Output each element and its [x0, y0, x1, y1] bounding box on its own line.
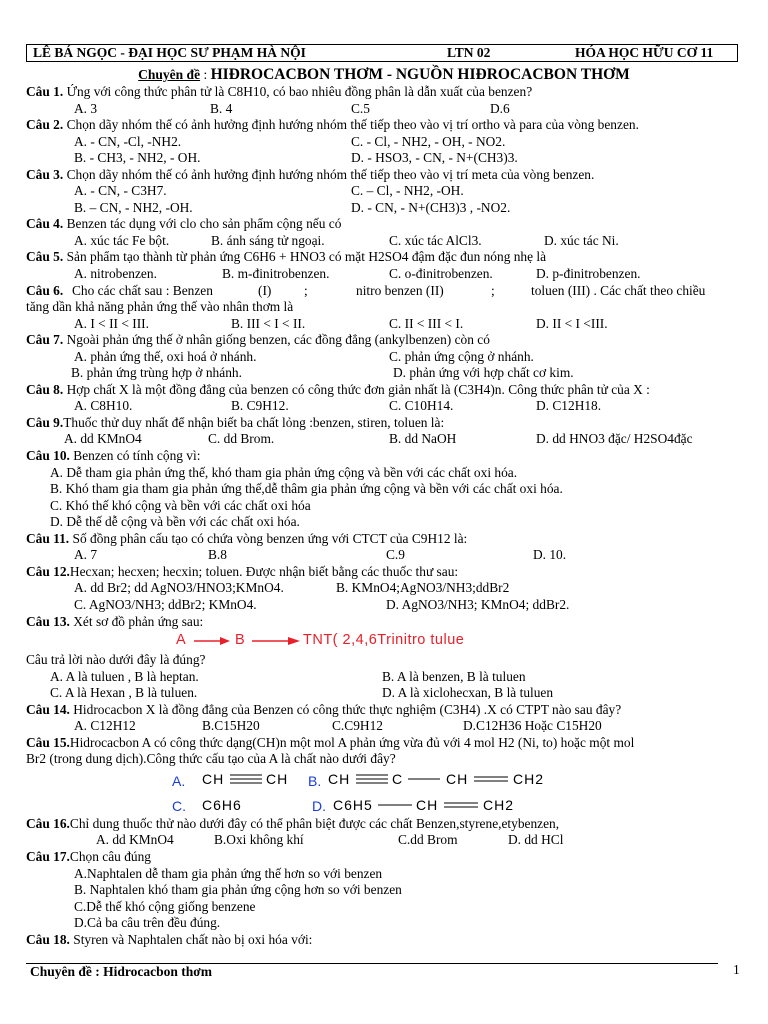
option-c: C. – Cl, - NH2, -OH.	[351, 183, 464, 199]
question-17	[26, 849, 746, 866]
reaction-scheme	[26, 630, 746, 652]
option-a-formula: CH	[266, 770, 289, 787]
question-text: Số đồng phân cấu tạo có chứa vòng benzen ứng với CTCT của C9H12 là:	[72, 530, 468, 546]
option-b: B. m-đinitrobenzen.	[222, 266, 330, 282]
question-text: Thuốc thử duy nhất để nhận biết ba chất lỏng :benzen, stiren, toluen là:	[63, 414, 445, 430]
option-c: C. phản ứng cộng ở nhánh.	[389, 348, 534, 364]
option-b: B. C9H12.	[231, 398, 289, 414]
question-8-options	[26, 398, 746, 415]
option-d-formula: CH	[416, 796, 439, 813]
topic-line: Chuyên đề : HIĐROCACBON THƠM - NGUỒN HIĐROCACBON THƠM	[138, 66, 630, 83]
question-text: Ứng với công thức phân tử là C8H10, có bao nhiêu đồng phân là dẫn xuất của benzen?	[66, 84, 533, 99]
page-header	[26, 44, 738, 62]
option-b: B. ánh sáng tử ngoại.	[211, 232, 325, 248]
single-bond-icon	[378, 799, 414, 811]
question-11-options	[26, 547, 746, 564]
option-a: A. xúc tác Fe bột.	[74, 232, 170, 248]
question-number: Câu 17.	[26, 848, 70, 864]
question-6	[26, 283, 746, 300]
question-5	[26, 249, 746, 266]
option-b: B. III < I < II.	[231, 315, 306, 331]
option-d: D.Cả ba câu trên đều đúng.	[74, 915, 221, 931]
double-bond-icon	[474, 773, 510, 785]
option-d: D.C12H36 Hoặc C15H20	[463, 718, 602, 734]
question-2-options-row2	[26, 150, 746, 167]
question-1-options	[26, 101, 746, 118]
question-8	[26, 382, 746, 399]
question-14-options	[26, 718, 746, 735]
question-number: Câu 16.	[26, 815, 70, 831]
option-d: D. phản ứng với hợp chất cơ kim.	[393, 365, 574, 381]
option-a: A. - CN, - C3H7.	[74, 183, 167, 199]
option-b: B. Naphtalen khó tham gia phản ứng cộng hơn so với benzen	[74, 882, 402, 898]
option-a: A. nitrobenzen.	[74, 266, 157, 282]
question-text: Chọn câu đúng	[69, 848, 151, 864]
arrow-icon	[250, 635, 302, 647]
option-b: B.8	[208, 547, 227, 563]
option-b-formula: C	[392, 770, 404, 787]
option-c: C.C9H12	[332, 718, 383, 734]
option-c: C.dd Brom	[398, 832, 458, 848]
question-14	[26, 702, 746, 719]
option-c: C. C10H14.	[389, 398, 454, 414]
header-code: LTN 02	[447, 45, 491, 60]
option-c: C.9	[386, 547, 405, 563]
question-number: Câu 4.	[26, 216, 64, 232]
option-b: B.C15H20	[202, 718, 260, 734]
question-text: Chỉ dung thuốc thử nào dưới đây có thể phân biệt được các chất Benzen,styrene,etybenzen,	[69, 815, 560, 831]
option-c: C. II < III < I.	[389, 315, 464, 331]
question-12	[26, 564, 746, 581]
option-a: A. dd Br2; dd AgNO3/HNO3;KMnO4.	[74, 580, 284, 596]
question-13-options-row1	[26, 669, 746, 686]
question-1	[26, 84, 746, 101]
option-b-formula: CH	[328, 770, 351, 787]
option-d: D. xúc tác Ni.	[544, 232, 619, 248]
question-number: Câu 9.	[26, 414, 64, 430]
double-bond-icon	[444, 799, 480, 811]
question-text: Benzen tác dụng với clo cho sản phẩm cộng nếu có	[66, 216, 342, 232]
option-c-label: C.	[172, 797, 186, 814]
option-b-formula: CH	[446, 770, 469, 787]
option-b-formula: CH2	[513, 770, 545, 787]
option-c: B. dd NaOH	[389, 431, 457, 447]
question-text: Sản phẩm tạo thành từ phản ứng C6H6 + HNO3 có mặt H2SO4 đậm đặc đun nóng nhẹ là	[66, 249, 547, 265]
option-b: B. – CN, - NH2, -OH.	[74, 199, 193, 215]
question-text: Cho các chất sau : Benzen	[72, 282, 213, 298]
question-4-options	[26, 233, 746, 250]
question-12-options-row2	[26, 597, 746, 614]
question-10-option-a	[26, 465, 746, 482]
header-author: LÊ BÁ NGỌC - ĐẠI HỌC SƯ PHẠM HÀ NỘI	[33, 45, 306, 60]
option-c-formula: C6H6	[202, 796, 242, 813]
question-number: Câu 1.	[26, 84, 64, 99]
question-15-cont: Br2 (trong dung dịch).Công thức cấu tạo của A là chất nào dưới đây?	[26, 751, 396, 767]
option-b: C. dd Brom.	[208, 431, 275, 447]
option-c: C. o-đinitrobenzen.	[389, 266, 493, 282]
page-number: 1	[733, 962, 740, 977]
question-16-options	[26, 832, 746, 849]
question-6-cont: tăng dần khả năng phản ứng thế vào nhân thơm là	[26, 299, 294, 315]
option-d: D. Dễ thế dễ cộng và bền với các chất oxi hóa.	[50, 514, 300, 530]
question-7	[26, 332, 746, 349]
scheme-product: TNT( 2,4,6Trinitro tulue	[303, 632, 465, 649]
question-number: Câu 8.	[26, 381, 64, 397]
scheme-intermediate-b: B	[235, 632, 246, 649]
option-c: C.5	[351, 100, 370, 116]
question-3	[26, 167, 746, 184]
question-15	[26, 735, 746, 752]
question-text: Xét sơ đồ phản ứng sau:	[73, 613, 204, 629]
question-10-option-c	[26, 498, 746, 515]
question-16	[26, 816, 746, 833]
question-4	[26, 216, 746, 233]
question-13-options-row2	[26, 685, 746, 702]
option-b-label: B.	[308, 772, 322, 789]
question-15-options-row2	[26, 794, 746, 816]
question-text: Hidrocacbon X là đồng đẳng của Benzen có công thức thực nghiệm (C3H4) .X có CTPT nào sau đây?	[73, 701, 622, 717]
option-b: B. - CH3, - NH2, - OH.	[74, 150, 201, 166]
option-a: A.Naphtalen dễ tham gia phản ứng thế hơn so với benzen	[74, 865, 383, 881]
question-text: Chọn dãy nhóm thế có ảnh hưởng định hướng nhóm thế tiếp theo vào vị trí meta của vòng benzen.	[66, 166, 595, 182]
question-number: Câu 15.	[26, 734, 70, 750]
question-9	[26, 415, 746, 432]
scheme-reactant-a: A	[176, 632, 187, 649]
question-number: Câu 5.	[26, 249, 64, 265]
question-5-options	[26, 266, 746, 283]
option-c: C. A là Hexan , B là tuluen.	[50, 685, 198, 701]
footer-topic: Chuyên đề : Hidrocacbon thơm	[30, 964, 212, 979]
question-2-options-row1	[26, 134, 746, 151]
question-text: Hecxan; hecxen; hecxin; toluen. Được nhận biết bằng các thuốc thư sau:	[69, 563, 459, 579]
triple-bond-icon	[230, 773, 264, 785]
question-number: Câu 6.	[26, 282, 64, 298]
question-list	[26, 84, 746, 948]
question-text: toluen (III) . Các chất theo chiều	[531, 282, 706, 298]
option-d-formula: C6H5	[333, 796, 373, 813]
option-a: A. C12H12	[74, 718, 136, 734]
question-number: Câu 14.	[26, 701, 70, 717]
question-6-options	[26, 316, 746, 333]
question-17-option-c	[26, 899, 746, 916]
option-a-formula: CH	[202, 770, 225, 787]
option-c: C.Dễ thế khó cộng giống benzene	[74, 898, 256, 914]
option-a: A. Dễ tham gia phản ứng thế, khó tham gia phản ứng cộng và bền với các chất oxi hóa.	[50, 464, 518, 480]
option-d: D.6	[490, 100, 510, 116]
option-d: D. A là xiclohecxan, B là tuluen	[382, 685, 554, 701]
question-10	[26, 448, 746, 465]
question-7-options-row2	[26, 365, 746, 382]
option-b: B. KMnO4;AgNO3/NH3;ddBr2	[336, 580, 510, 596]
question-text: ;	[491, 282, 495, 298]
option-b: B. 4	[210, 100, 233, 116]
question-17-option-a	[26, 866, 746, 883]
option-b: B. Khó tham gia tham gia phản ứng thế,dễ thâm gia phản ứng cộng và bền với các chất oxi hóa.	[50, 481, 563, 497]
question-13	[26, 614, 746, 631]
option-c: C. AgNO3/NH3; ddBr2; KMnO4.	[74, 596, 257, 612]
question-number: Câu 2.	[26, 117, 64, 133]
question-text: Chọn dãy nhóm thế có ảnh hưởng định hướng nhóm thế tiếp theo vào vị trí ortho và para của vòng benzen.	[66, 117, 639, 133]
option-d-label: D.	[312, 797, 326, 814]
option-a: A. C8H10.	[74, 398, 133, 414]
question-text: Hợp chất X là một đồng đẳng của benzen có công thức đơn giản nhất là (C3H4)n. Công thức phân tử của X :	[66, 381, 650, 397]
question-3-options-row1	[26, 183, 746, 200]
option-d: D. p-đinitrobenzen.	[536, 266, 641, 282]
question-2	[26, 117, 746, 134]
option-b: B. A là benzen, B là tuluen	[382, 668, 526, 684]
option-d: D. - HSO3, - CN, - N+(CH3)3.	[351, 150, 518, 166]
option-b: B.Oxi không khí	[214, 832, 304, 848]
question-17-option-d	[26, 915, 746, 932]
question-13-prompt: Câu trả lời nào dưới đây là đúng?	[26, 652, 206, 668]
question-15-options-row1	[26, 768, 746, 794]
option-c: C. Khó thế khó cộng và bền với các chất oxi hóa	[50, 497, 311, 513]
question-number: Câu 11.	[26, 530, 70, 546]
option-d: D. II < I <III.	[536, 315, 608, 331]
option-d-formula: CH2	[483, 796, 515, 813]
option-d: D. C12H18.	[536, 398, 602, 414]
question-12-options-row1	[26, 580, 746, 597]
question-10-option-b	[26, 481, 746, 498]
question-18	[26, 932, 746, 949]
question-text: Ngoài phản ứng thế ở nhân giống benzen, các đồng đẳng (ankylbenzen) còn có	[66, 332, 490, 348]
question-text: (I)	[258, 282, 272, 298]
question-3-options-row2	[26, 200, 746, 217]
question-11	[26, 531, 746, 548]
question-10-option-d	[26, 514, 746, 531]
option-a: A. - CN, -Cl, -NH2.	[74, 133, 182, 149]
option-a: A. dd KMnO4	[96, 832, 174, 848]
topic-label: Chuyên đề	[138, 67, 201, 82]
question-number: Câu 13.	[26, 613, 70, 629]
topic-title: HIĐROCACBON THƠM - NGUỒN HIĐROCACBON THƠM	[210, 66, 630, 83]
question-number: Câu 12.	[26, 563, 70, 579]
option-d: D. 10.	[533, 547, 567, 563]
option-c: C. xúc tác AlCl3.	[389, 232, 482, 248]
question-text: Hidrocacbon A có công thức dạng(CH)n một mol A phản ứng vừa đủ với 4 mol H2 (Ni, to) hoặc một mol	[69, 734, 635, 750]
header-subject: HÓA HỌC HỮU CƠ 11	[575, 45, 714, 60]
question-number: Câu 10.	[26, 448, 70, 464]
question-number: Câu 18.	[26, 931, 70, 947]
arrow-icon	[192, 635, 232, 647]
option-c: C. - Cl, - NH2, - OH, - NO2.	[351, 133, 506, 149]
question-number: Câu 7.	[26, 332, 64, 348]
option-d: D. AgNO3/NH3; KMnO4; ddBr2.	[386, 596, 570, 612]
question-number: Câu 3.	[26, 166, 64, 182]
option-a: A. 3	[74, 100, 98, 116]
option-a: A. dd KMnO4	[64, 431, 142, 447]
option-d: D. dd HCl	[508, 832, 564, 848]
triple-bond-icon	[356, 773, 390, 785]
option-a: A. 7	[74, 547, 98, 563]
question-text: Styren và Naphtalen chất nào bị oxi hóa với:	[73, 931, 313, 947]
option-b: B. phản ứng trùng hợp ở nhánh.	[71, 365, 242, 381]
option-a: A. A là tuluen , B là heptan.	[50, 668, 199, 684]
question-text: ;	[304, 282, 308, 298]
option-d: D. dd HNO3 đặc/ H2SO4đặc	[536, 431, 693, 447]
question-text: nitro benzen (II)	[356, 282, 444, 298]
question-text: Benzen có tính cộng vì:	[73, 448, 201, 464]
question-9-options	[26, 431, 746, 448]
option-a: A. I < II < III.	[74, 315, 149, 331]
question-17-option-b	[26, 882, 746, 899]
option-a: A. phản ứng thế, oxi hoá ở nhánh.	[74, 348, 257, 364]
question-7-options-row1	[26, 349, 746, 366]
option-a-label: A.	[172, 772, 186, 789]
single-bond-icon	[408, 773, 442, 785]
option-d: D. - CN, - N+(CH3)3 , -NO2.	[351, 199, 511, 215]
